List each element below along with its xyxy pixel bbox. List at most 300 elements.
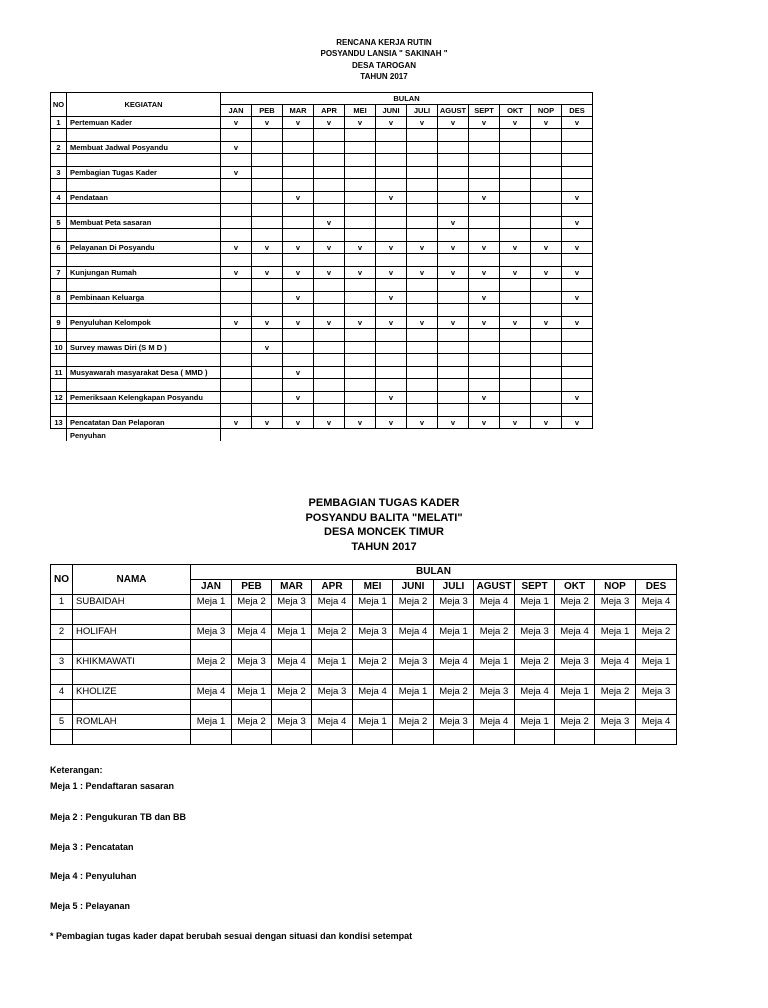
spacer-cell xyxy=(531,304,562,317)
month-mark: v xyxy=(469,267,500,279)
spacer-cell xyxy=(636,610,677,625)
row-activity: Survey mawas Diri (S M D ) xyxy=(67,342,221,354)
table-assignment: Meja 4 xyxy=(474,715,515,730)
month-mark xyxy=(283,142,314,154)
spacer-cell xyxy=(272,700,312,715)
spacer-cell xyxy=(314,204,345,217)
spacer-cell xyxy=(555,700,595,715)
spacer-cell xyxy=(474,730,515,745)
spacer-cell xyxy=(531,379,562,392)
table-assignment: Meja 2 xyxy=(393,715,434,730)
spacer-cell xyxy=(221,129,252,142)
row-activity: Pertemuan Kader xyxy=(67,117,221,129)
header-activity: KEGIATAN xyxy=(67,93,221,117)
table-assignment: Meja 2 xyxy=(434,685,474,700)
spacer-cell xyxy=(51,700,73,715)
table-assignment: Meja 1 xyxy=(595,625,636,640)
table-assignment: Meja 2 xyxy=(272,685,312,700)
spacer-cell xyxy=(469,229,500,242)
month-mark: v xyxy=(345,317,376,329)
month-mark: v xyxy=(500,417,531,429)
spacer-cell xyxy=(474,640,515,655)
spacer-cell xyxy=(636,700,677,715)
table-assignment: Meja 2 xyxy=(312,625,353,640)
spacer-cell xyxy=(407,179,438,192)
month-mark xyxy=(345,217,376,229)
spacer-row xyxy=(51,354,593,367)
spacer-cell xyxy=(531,129,562,142)
spacer-cell xyxy=(345,254,376,267)
spacer-cell xyxy=(500,254,531,267)
month-mark: v xyxy=(314,267,345,279)
table-row xyxy=(51,242,593,254)
spacer-cell xyxy=(314,179,345,192)
spacer-cell xyxy=(283,129,314,142)
spacer-cell xyxy=(562,354,593,367)
spacer-cell xyxy=(562,179,593,192)
month-mark: v xyxy=(469,117,500,129)
month-mark xyxy=(252,192,283,204)
spacer-cell xyxy=(283,279,314,292)
month-mark xyxy=(345,167,376,179)
row-number: 5 xyxy=(51,715,73,730)
spacer-cell xyxy=(67,404,221,417)
month-mark xyxy=(438,342,469,354)
month-mark: v xyxy=(407,267,438,279)
spacer-cell xyxy=(562,304,593,317)
table-assignment: Meja 1 xyxy=(393,685,434,700)
row-number: 9 xyxy=(51,317,67,329)
spacer-cell xyxy=(283,254,314,267)
plan-title-line: POSYANDU LANSIA " SAKINAH " xyxy=(320,49,448,59)
spacer-cell xyxy=(407,129,438,142)
month-mark: v xyxy=(376,292,407,304)
spacer-cell xyxy=(191,610,232,625)
spacer-cell xyxy=(555,730,595,745)
spacer-cell xyxy=(312,730,353,745)
spacer-cell xyxy=(515,610,555,625)
spacer-cell xyxy=(469,279,500,292)
month-mark xyxy=(314,142,345,154)
month-mark: v xyxy=(283,267,314,279)
spacer-cell xyxy=(500,329,531,342)
month-mark xyxy=(283,167,314,179)
table-row xyxy=(51,267,593,279)
spacer-cell xyxy=(73,730,191,745)
table-assignment: Meja 3 xyxy=(272,595,312,610)
spacer-cell xyxy=(221,179,252,192)
table-assignment: Meja 1 xyxy=(353,595,393,610)
month-mark xyxy=(438,142,469,154)
spacer-cell xyxy=(252,379,283,392)
table-row xyxy=(51,167,593,179)
header-month: APR xyxy=(312,580,353,595)
header-month: NOP xyxy=(531,105,562,117)
month-mark xyxy=(252,292,283,304)
spacer-cell xyxy=(67,254,221,267)
spacer-row xyxy=(51,404,593,417)
month-mark xyxy=(221,367,252,379)
table-assignment: Meja 1 xyxy=(191,595,232,610)
spacer-cell xyxy=(407,379,438,392)
table-assignment: Meja 4 xyxy=(312,595,353,610)
spacer-cell xyxy=(272,610,312,625)
spacer-cell xyxy=(232,640,272,655)
spacer-cell xyxy=(393,670,434,685)
spacer-cell xyxy=(67,329,221,342)
assignment-table xyxy=(50,564,677,745)
spacer-cell xyxy=(232,730,272,745)
spacer-cell xyxy=(562,379,593,392)
spacer-cell xyxy=(353,610,393,625)
header-month: OKT xyxy=(500,105,531,117)
header-month: PEB xyxy=(252,105,283,117)
spacer-cell xyxy=(312,610,353,625)
spacer-cell xyxy=(438,279,469,292)
spacer-row xyxy=(51,154,593,167)
spacer-cell xyxy=(51,229,67,242)
spacer-cell xyxy=(51,354,67,367)
spacer-cell xyxy=(314,304,345,317)
month-mark xyxy=(314,292,345,304)
month-mark xyxy=(500,142,531,154)
note-item: Meja 5 : Pelayanan xyxy=(50,901,131,911)
month-mark xyxy=(345,192,376,204)
spacer-cell xyxy=(393,730,434,745)
spacer-cell xyxy=(314,229,345,242)
spacer-cell xyxy=(407,304,438,317)
month-mark xyxy=(345,342,376,354)
spacer-row xyxy=(51,379,593,392)
month-mark: v xyxy=(283,117,314,129)
table-row xyxy=(51,217,593,229)
spacer-cell xyxy=(376,204,407,217)
month-mark xyxy=(314,192,345,204)
month-mark xyxy=(531,367,562,379)
table-assignment: Meja 3 xyxy=(474,685,515,700)
row-number: 2 xyxy=(51,142,67,154)
spacer-cell xyxy=(531,229,562,242)
table-assignment: Meja 3 xyxy=(353,625,393,640)
month-mark: v xyxy=(469,417,500,429)
spacer-row xyxy=(51,254,593,267)
month-mark: v xyxy=(376,417,407,429)
table-assignment: Meja 4 xyxy=(434,655,474,670)
spacer-cell xyxy=(515,640,555,655)
month-mark xyxy=(562,167,593,179)
spacer-cell xyxy=(562,404,593,417)
month-mark: v xyxy=(500,117,531,129)
month-mark xyxy=(531,192,562,204)
month-mark xyxy=(376,142,407,154)
table-assignment: Meja 3 xyxy=(434,715,474,730)
month-mark xyxy=(407,342,438,354)
header-month: JUNI xyxy=(393,580,434,595)
spacer-cell xyxy=(232,700,272,715)
spacer-cell xyxy=(376,179,407,192)
table-assignment: Meja 3 xyxy=(393,655,434,670)
month-mark: v xyxy=(345,242,376,254)
spacer-cell xyxy=(314,129,345,142)
spacer-cell xyxy=(314,254,345,267)
table-assignment: Meja 4 xyxy=(595,655,636,670)
table-assignment: Meja 1 xyxy=(555,685,595,700)
spacer-cell xyxy=(393,700,434,715)
month-mark xyxy=(283,217,314,229)
spacer-cell xyxy=(221,304,252,317)
spacer-cell xyxy=(283,154,314,167)
month-mark: v xyxy=(469,392,500,404)
month-mark: v xyxy=(283,192,314,204)
month-mark: v xyxy=(221,142,252,154)
month-mark: v xyxy=(562,392,593,404)
month-mark: v xyxy=(221,242,252,254)
spacer-cell xyxy=(312,700,353,715)
row-activity: Pelayanan Di Posyandu xyxy=(67,242,221,254)
month-mark xyxy=(221,217,252,229)
spacer-cell xyxy=(438,354,469,367)
table-row xyxy=(51,117,593,129)
spacer-cell xyxy=(67,204,221,217)
month-mark xyxy=(221,292,252,304)
spacer-cell xyxy=(283,204,314,217)
month-mark xyxy=(283,342,314,354)
month-mark xyxy=(345,142,376,154)
spacer-cell xyxy=(531,279,562,292)
row-name: HOLIFAH xyxy=(73,625,191,640)
spacer-row xyxy=(51,179,593,192)
row-activity: Membuat Jadwal Posyandu xyxy=(67,142,221,154)
month-mark: v xyxy=(283,292,314,304)
month-mark: v xyxy=(438,317,469,329)
header-no: NO xyxy=(51,565,73,595)
spacer-cell xyxy=(221,154,252,167)
spacer-cell xyxy=(407,204,438,217)
spacer-cell xyxy=(67,279,221,292)
spacer-cell xyxy=(562,254,593,267)
table-assignment: Meja 3 xyxy=(434,595,474,610)
table-assignment: Meja 3 xyxy=(636,685,677,700)
month-mark: v xyxy=(283,317,314,329)
table-assignment: Meja 2 xyxy=(555,595,595,610)
spacer-cell xyxy=(407,354,438,367)
spacer-cell xyxy=(474,700,515,715)
note-item: Meja 1 : Pendaftaran sasaran xyxy=(50,781,175,791)
table-assignment: Meja 2 xyxy=(191,655,232,670)
row-activity: Pembinaan Keluarga xyxy=(67,292,221,304)
spacer-cell xyxy=(283,404,314,417)
header-month: JULI xyxy=(407,105,438,117)
spacer-cell xyxy=(438,229,469,242)
row-activity: Membuat Peta sasaran xyxy=(67,217,221,229)
month-mark xyxy=(500,392,531,404)
spacer-cell xyxy=(252,304,283,317)
table-row xyxy=(51,342,593,354)
spacer-cell xyxy=(283,179,314,192)
spacer-cell xyxy=(393,610,434,625)
table-assignment: Meja 4 xyxy=(232,625,272,640)
month-mark: v xyxy=(469,292,500,304)
notes-footnote: * Pembagian tugas kader dapat berubah sesuai dengan situasi dan kondisi setempat xyxy=(50,931,413,941)
header-month: MAR xyxy=(283,105,314,117)
table-assignment: Meja 3 xyxy=(595,595,636,610)
spacer-cell xyxy=(469,154,500,167)
header-month: AGUST xyxy=(438,105,469,117)
spacer-cell xyxy=(283,304,314,317)
month-mark xyxy=(345,392,376,404)
spacer-cell xyxy=(474,670,515,685)
row-name: KHIKMAWATI xyxy=(73,655,191,670)
month-mark: v xyxy=(314,117,345,129)
month-mark: v xyxy=(438,417,469,429)
month-mark xyxy=(252,367,283,379)
spacer-cell xyxy=(636,640,677,655)
spacer-cell xyxy=(469,379,500,392)
month-mark: v xyxy=(221,167,252,179)
month-mark xyxy=(252,142,283,154)
header-month: SEPT xyxy=(515,580,555,595)
spacer-cell xyxy=(283,329,314,342)
header-no: NO xyxy=(51,93,67,117)
month-mark: v xyxy=(562,117,593,129)
spacer-cell xyxy=(283,229,314,242)
table-assignment: Meja 2 xyxy=(515,655,555,670)
month-mark: v xyxy=(345,117,376,129)
spacer-cell xyxy=(500,229,531,242)
month-mark xyxy=(500,217,531,229)
month-mark xyxy=(438,167,469,179)
spacer-cell xyxy=(438,404,469,417)
month-mark: v xyxy=(469,192,500,204)
spacer-cell xyxy=(407,279,438,292)
month-mark: v xyxy=(376,317,407,329)
spacer-cell xyxy=(345,154,376,167)
table-assignment: Meja 1 xyxy=(515,715,555,730)
table-assignment: Meja 2 xyxy=(353,655,393,670)
table-assignment: Meja 2 xyxy=(393,595,434,610)
spacer-cell xyxy=(252,179,283,192)
spacer-cell xyxy=(531,354,562,367)
spacer-cell xyxy=(434,640,474,655)
spacer-cell xyxy=(500,304,531,317)
table-row xyxy=(51,317,593,329)
month-mark: v xyxy=(531,417,562,429)
table-assignment: Meja 4 xyxy=(191,685,232,700)
spacer-cell xyxy=(376,329,407,342)
table-assignment: Meja 2 xyxy=(474,625,515,640)
month-mark: v xyxy=(531,117,562,129)
spacer-cell xyxy=(438,179,469,192)
row-number: 6 xyxy=(51,242,67,254)
table-assignment: Meja 1 xyxy=(434,625,474,640)
spacer-cell xyxy=(469,254,500,267)
month-mark xyxy=(376,342,407,354)
spacer-cell xyxy=(434,730,474,745)
month-mark: v xyxy=(252,242,283,254)
spacer-cell xyxy=(67,154,221,167)
spacer-cell xyxy=(595,640,636,655)
row-activity-continuation: Penyuhan xyxy=(67,429,221,442)
spacer-cell xyxy=(73,610,191,625)
table-row xyxy=(51,367,593,379)
spacer-cell xyxy=(407,329,438,342)
plan-title-line: DESA TAROGAN xyxy=(352,60,416,70)
spacer-row xyxy=(51,700,677,715)
header-month: JAN xyxy=(221,105,252,117)
row-number: 4 xyxy=(51,192,67,204)
spacer-cell xyxy=(283,354,314,367)
spacer-cell xyxy=(67,179,221,192)
spacer-cell xyxy=(515,730,555,745)
spacer-cell xyxy=(531,179,562,192)
table-assignment: Meja 3 xyxy=(191,625,232,640)
spacer-cell xyxy=(469,404,500,417)
table-row xyxy=(51,142,593,154)
spacer-cell xyxy=(500,204,531,217)
table-assignment: Meja 3 xyxy=(595,715,636,730)
month-mark: v xyxy=(252,417,283,429)
header-month: DES xyxy=(562,105,593,117)
month-mark: v xyxy=(376,392,407,404)
header-month: MEI xyxy=(353,580,393,595)
month-mark: v xyxy=(562,217,593,229)
month-mark: v xyxy=(469,242,500,254)
spacer-cell xyxy=(438,329,469,342)
spacer-cell xyxy=(252,354,283,367)
plan-title-line: RENCANA KERJA RUTIN xyxy=(336,38,432,47)
spacer-cell xyxy=(73,640,191,655)
spacer-cell xyxy=(345,179,376,192)
month-mark: v xyxy=(438,242,469,254)
month-mark: v xyxy=(314,242,345,254)
month-mark: v xyxy=(562,242,593,254)
month-mark xyxy=(500,342,531,354)
spacer-cell xyxy=(283,379,314,392)
month-mark: v xyxy=(314,217,345,229)
month-mark: v xyxy=(407,317,438,329)
spacer-cell xyxy=(515,670,555,685)
month-mark: v xyxy=(221,417,252,429)
month-mark: v xyxy=(283,392,314,404)
spacer-cell xyxy=(51,610,73,625)
row-activity: Penyuluhan Kelompok xyxy=(67,317,221,329)
spacer-cell xyxy=(500,354,531,367)
month-mark xyxy=(531,142,562,154)
spacer-cell xyxy=(345,204,376,217)
spacer-cell xyxy=(531,204,562,217)
row-name: ROMLAH xyxy=(73,715,191,730)
spacer-cell xyxy=(232,610,272,625)
row-activity: Pendataan xyxy=(67,192,221,204)
month-mark: v xyxy=(438,267,469,279)
month-mark xyxy=(407,392,438,404)
row-number: 7 xyxy=(51,267,67,279)
spacer-cell xyxy=(232,670,272,685)
spacer-row xyxy=(51,429,593,442)
spacer-cell xyxy=(314,404,345,417)
header-month: JAN xyxy=(191,580,232,595)
spacer-cell xyxy=(407,154,438,167)
month-mark: v xyxy=(469,317,500,329)
header-month: MAR xyxy=(272,580,312,595)
spacer-cell xyxy=(51,329,67,342)
spacer-cell xyxy=(376,129,407,142)
spacer-cell xyxy=(345,404,376,417)
month-mark: v xyxy=(283,417,314,429)
header-month: NOP xyxy=(595,580,636,595)
spacer-cell xyxy=(314,279,345,292)
month-mark xyxy=(252,392,283,404)
